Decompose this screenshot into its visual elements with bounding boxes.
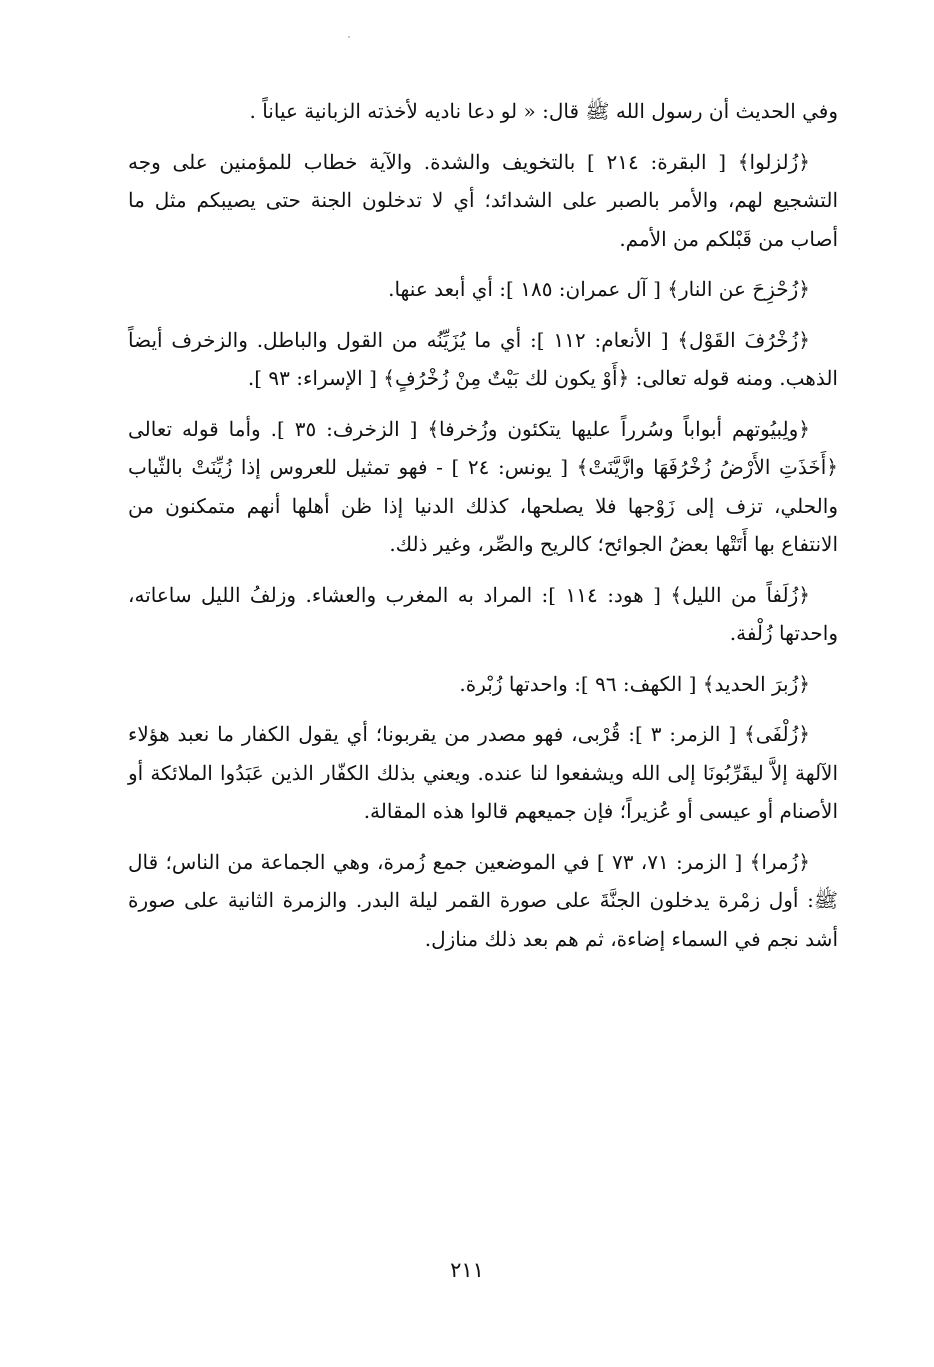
entry-zulzilu: ﴿زُلزلوا﴾ [ البقرة: ٢١٤ ] بالتخويف والشدة. والآية خطاب للمؤمنين على وجه التشجيع لهم، والأمر بالصبر على الشدائد؛ أي لا تدخلون الجنة حتى يصيبكم مثل ما أصاب من قَبْلكم من الأمم.	[128, 149, 838, 251]
entry-zuhziha: ﴿زُحْزِحَ عن النار﴾ [ آل عمران: ١٨٥ ]: أي أبعد عنها.	[388, 277, 810, 301]
scan-dot	[348, 36, 350, 38]
page-number: ٢١١	[450, 1258, 484, 1282]
entry-zubara: ﴿زُبرَ الحديد﴾ [ الكهف: ٩٦ ]: واحدتها زُبْرة.	[459, 671, 810, 696]
hadith-paragraph: وفي الحديث أن رسول الله ﷺ قال: « لو دعا ناديه لأخذته الزبانية عياناً .	[249, 99, 838, 123]
entry-zukhrufa-alqawl: ﴿زُخْرُفَ القَوْل﴾ [ الأنعام: ١١٢ ]: أي ما يُزَيِّنُه من القول والباطل. والزخرف أيضاً الذهب. ومنه قوله تعالى: ﴿أَوْ يكون لك بَيْتٌ مِنْ زُخْرُفٍ﴾ [ الإسراء: ٩٣ ].	[128, 327, 838, 390]
entry-zumara: ﴿زُمرا﴾ [ الزمر: ٧١، ٧٣ ] في الموضعين جمع زُمرة، وهي الجماعة من الناس؛ قال ﷺ: أول زمْرة يدخلون الجنَّةَ على صورة القمر ليلة البدر. والزمرة الثانية على صورة أشد نجم في السماء إضاءة، ثم هم بعد ذلك منازل.	[128, 849, 839, 951]
entry-zukhrufan: ﴿ولِبيُوتهم أبواباً وسُرراً عليها يتكئون وزُخرفا﴾ [ الزخرف: ٣٥ ]. وأما قوله تعالى ﴿أَخَذَتِ الأَرْضُ زُخْرُفَهَا وازَّيَّنَتْ﴾ [ يونس: ٢٤ ] - فهو تمثيل للعروس إذا زُيِّنَتْ بالثّياب والحلي، تزف إلى زَوْجها فلا يصلحها، كذلك الدنيا إذا ظن أهلها أنهم متمكنون من الانتفاع بها أَتَتْها بعضُ الجوائح؛ كالريح والصِّر، وغير ذلك.	[128, 416, 838, 556]
entry-zulfa: ﴿زُلْفَى﴾ [ الزمر: ٣ ]: قُرْبى، فهو مصدر من يقربونا؛ أي يقول الكفار ما نعبد هؤلاء الآلهة إلاَّ ليقَرِّبُونَا إلى الله ويشفعوا لنا عنده. ويعني بذلك الكفّار الذين عَبَدُوا الملائكة أو الأصنام أو عيسى أو عُزيراً؛ فإن جميعهم قالوا هذه المقالة.	[128, 722, 838, 823]
page-body	[128, 92, 838, 970]
entry-zulafan: ﴿زُلَفاً من الليل﴾ [ هود: ١١٤ ]: المراد به المغرب والعشاء. وزلفُ الليل ساعاته، واحدتها زُلْفة.	[128, 582, 838, 645]
